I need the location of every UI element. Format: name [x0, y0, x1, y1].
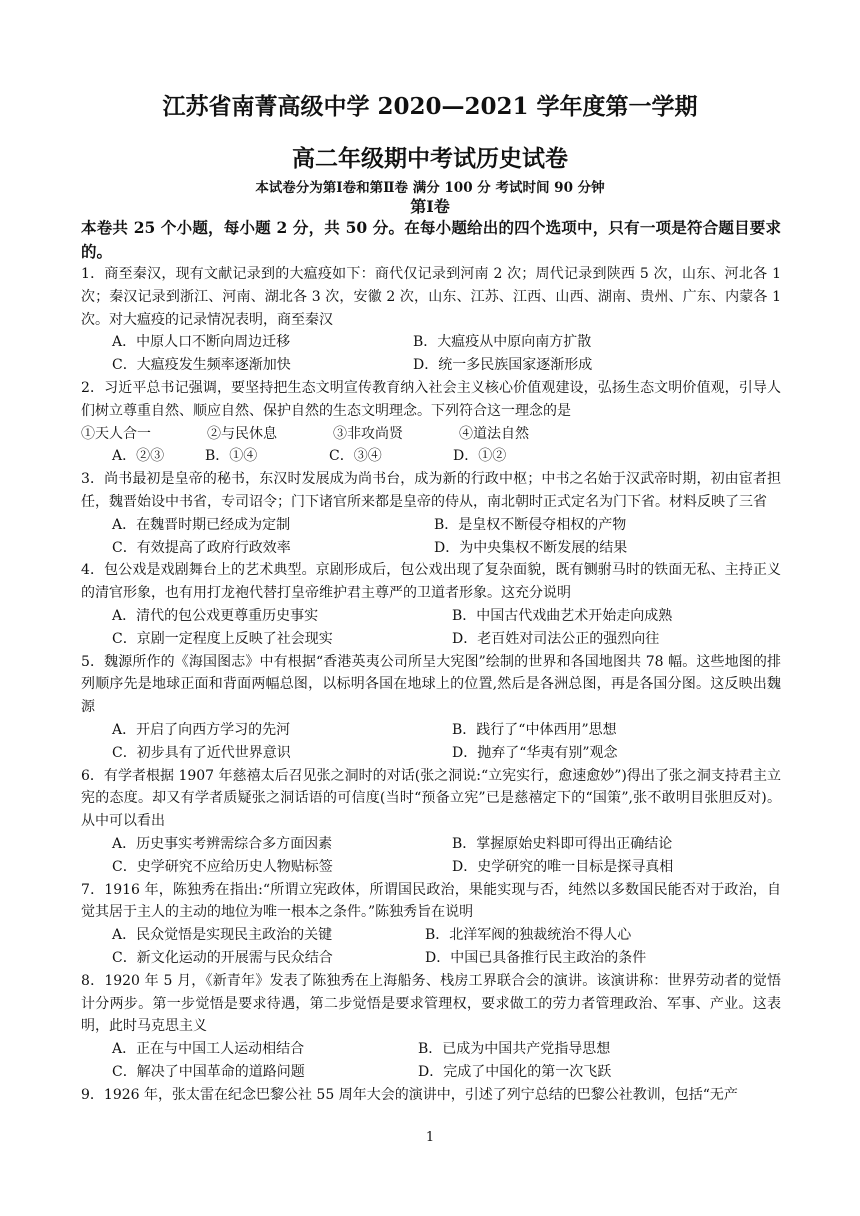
option-row [81, 605, 781, 628]
option-a: A．历史事实考辨需综合多方面因素 [112, 835, 333, 852]
question-stem: 2．习近平总书记强调，要坚持把生态文明宣传教育纳入社会主义核心价值观建设，弘扬生态文明价值观，引导人们树立尊重自然、顺应自然、保护自然的生态文明理念。下列符合这一理念的是 [81, 379, 781, 419]
question-stem: 5．魏源所作的《海国图志》中有根据“香港英夷公司所呈大宪图”绘制的世界和各国地图共 78 幅。这些地图的排列顺序先是地球正面和背面两幅总图，以标明各国在地球上的位置,然后是各洲总图，再是各国分图。这反映出魏源 [81, 653, 781, 716]
option-b: B．中国古代戏曲艺术开始走向成熟 [452, 607, 673, 624]
option-b: B．北洋军阀的独裁统治不得人心 [425, 927, 632, 944]
question-stem: 9．1926 年，张太雷在纪念巴黎公社 55 周年大会的演讲中，引述了列宁总结的巴黎公社教训，包括“无产 [81, 1086, 738, 1103]
school-title: 江苏省南菁高级中学 2020—2021 学年度第一学期 [162, 93, 698, 120]
option-b: B．大瘟疫从中原向南方扩散 [413, 334, 592, 351]
exam-info: 本试卷分为第Ⅰ卷和第Ⅱ卷 满分 100 分 考试时间 90 分钟 [255, 180, 605, 196]
option-d: D．抛弃了“华夷有别”观念 [452, 744, 618, 761]
option-c: C．新文化运动的开展需与民众结合 [112, 949, 333, 966]
option-c: C．③④ [329, 448, 382, 465]
part-label: 第Ⅰ卷 [410, 197, 450, 216]
option-a: A．在魏晋时期已经成为定制 [112, 516, 291, 533]
option-b: B．是皇权不断侵夺相权的产物 [434, 516, 627, 533]
question-6 [81, 765, 781, 879]
option-d: D．①② [453, 448, 507, 465]
question-1 [81, 263, 781, 377]
question-2 [81, 377, 781, 468]
option-a: A．开启了向西方学习的先河 [112, 721, 291, 738]
option-b: B．掌握原始史料即可得出正确结论 [452, 835, 673, 852]
statement-item: ②与民休息 [207, 425, 277, 442]
option-row [81, 331, 781, 354]
option-a: A．正在与中国工人运动相结合 [112, 1041, 305, 1058]
exam-title: 高二年级期中考试历史试卷 [292, 145, 568, 172]
option-a: A．清代的包公戏更尊重历史事实 [112, 607, 319, 624]
option-d: D．老百姓对司法公正的强烈向往 [452, 630, 660, 647]
option-c: C．解决了中国革命的道路问题 [112, 1063, 305, 1080]
option-d: D．统一多民族国家逐渐形成 [413, 357, 593, 374]
option-row [81, 537, 781, 560]
question-stem: 6．有学者根据 1907 年慈禧太后召见张之洞时的对话(张之洞说:“立宪实行，愈速愈妙”)得出了张之洞支持君主立宪的态度。却又有学者质疑张之洞话语的可信度(当时“预备立宪”已是慈禧定下的“国策”,张不敢明目张胆反对)。从中可以看出 [81, 767, 781, 830]
question-stem: 1．商至秦汉，现有文献记录到的大瘟疫如下：商代仅记录到河南 2 次；周代记录到陕西 5 次，山东、河北各 1 次；秦汉记录到浙江、河南、湖北各 3 次，安徽 2 次，山东、江苏、江西、山西、湖南、贵州、广东、内蒙各 1 次。对大瘟疫的记录情况表明，商至秦汉 [81, 266, 781, 328]
question-3 [81, 468, 781, 559]
option-c: C．史学研究不应给历史人物贴标签 [112, 858, 333, 875]
option-row [81, 947, 781, 970]
question-8 [81, 970, 781, 1084]
option-a: A．民众觉悟是实现民主政治的关键 [112, 927, 333, 944]
option-d: D．完成了中国化的第一次飞跃 [418, 1063, 612, 1080]
option-d: D．中国已具备推行民主政治的条件 [425, 949, 647, 966]
option-b: B．已成为中国共产党指导思想 [418, 1041, 611, 1058]
question-7 [81, 879, 781, 970]
option-d: D．为中央集权不断发展的结果 [434, 539, 628, 556]
instructions: 本卷共 25 个小题，每小题 2 分，共 50 分。在每小题给出的四个选项中，只有一项是符合题目要求的。 [81, 218, 781, 261]
option-row [81, 354, 781, 377]
option-row [81, 833, 781, 856]
option-row [81, 628, 781, 651]
question-4 [81, 559, 781, 650]
question-9 [81, 1084, 781, 1107]
option-row [81, 514, 781, 537]
page-number: 1 [425, 1130, 435, 1145]
statement-item: ④道法自然 [459, 425, 529, 442]
option-row [81, 1061, 781, 1084]
option-row [81, 742, 781, 765]
question-stem: 3．尚书最初是皇帝的秘书，东汉时发展成为尚书台，成为新的行政中枢；中书之名始于汉武帝时期，初由宦者担任，魏晋始设中书省，专司诏令；门下诸官所来都是皇帝的侍从，南北朝时正式定名为门下省。材料反映了三省 [81, 471, 781, 510]
option-row [81, 719, 781, 742]
option-row [81, 1038, 781, 1061]
option-b: B．践行了“中体西用”思想 [452, 721, 617, 738]
question-5 [81, 651, 781, 765]
option-row [81, 924, 781, 947]
option-b: B．①④ [205, 448, 258, 465]
option-c: C．京剧一定程度上反映了社会现实 [112, 630, 333, 647]
option-c: C．大瘟疫发生频率逐渐加快 [112, 357, 291, 374]
question-stem: 4．包公戏是戏剧舞台上的艺术典型。京剧形成后，包公戏出现了复杂面貌，既有铡驸马时的铁面无私、主持正义的清官形象，也有用打龙袍代替打皇帝维护君主尊严的卫道者形象。这充分说明 [81, 562, 781, 602]
statement-list [81, 423, 781, 446]
option-a: A．②③ [112, 448, 165, 465]
option-d: D．史学研究的唯一目标是探寻真相 [452, 858, 674, 875]
question-stem: 7．1916 年，陈独秀在指出:“所谓立宪政体，所谓国民政治，果能实现与否，纯然以多数国民能否对于政治，自觉其居于主人的主动的地位为唯一根本之条件。”陈独秀旨在说明 [81, 881, 781, 921]
question-stem: 8．1920 年 5 月，《新青年》发表了陈独秀在上海船务、栈房工界联合会的演讲。该演讲称：世界劳动者的觉悟计分两步。第一步觉悟是要求待遇，第二步觉悟是要求管理权，要求做工的劳力者管理政治、军事、产业。这表明，此时马克思主义 [81, 972, 781, 1035]
option-a: A．中原人口不断向周边迁移 [112, 334, 291, 351]
statement-item: ③非攻尚贤 [333, 425, 403, 442]
option-c: C．有效提高了政府行政效率 [112, 539, 291, 556]
option-c: C．初步具有了近代世界意识 [112, 744, 291, 761]
exam-body [81, 216, 781, 1106]
option-row [81, 856, 781, 879]
statement-item: ①天人合一 [81, 425, 151, 442]
option-row [81, 445, 781, 468]
